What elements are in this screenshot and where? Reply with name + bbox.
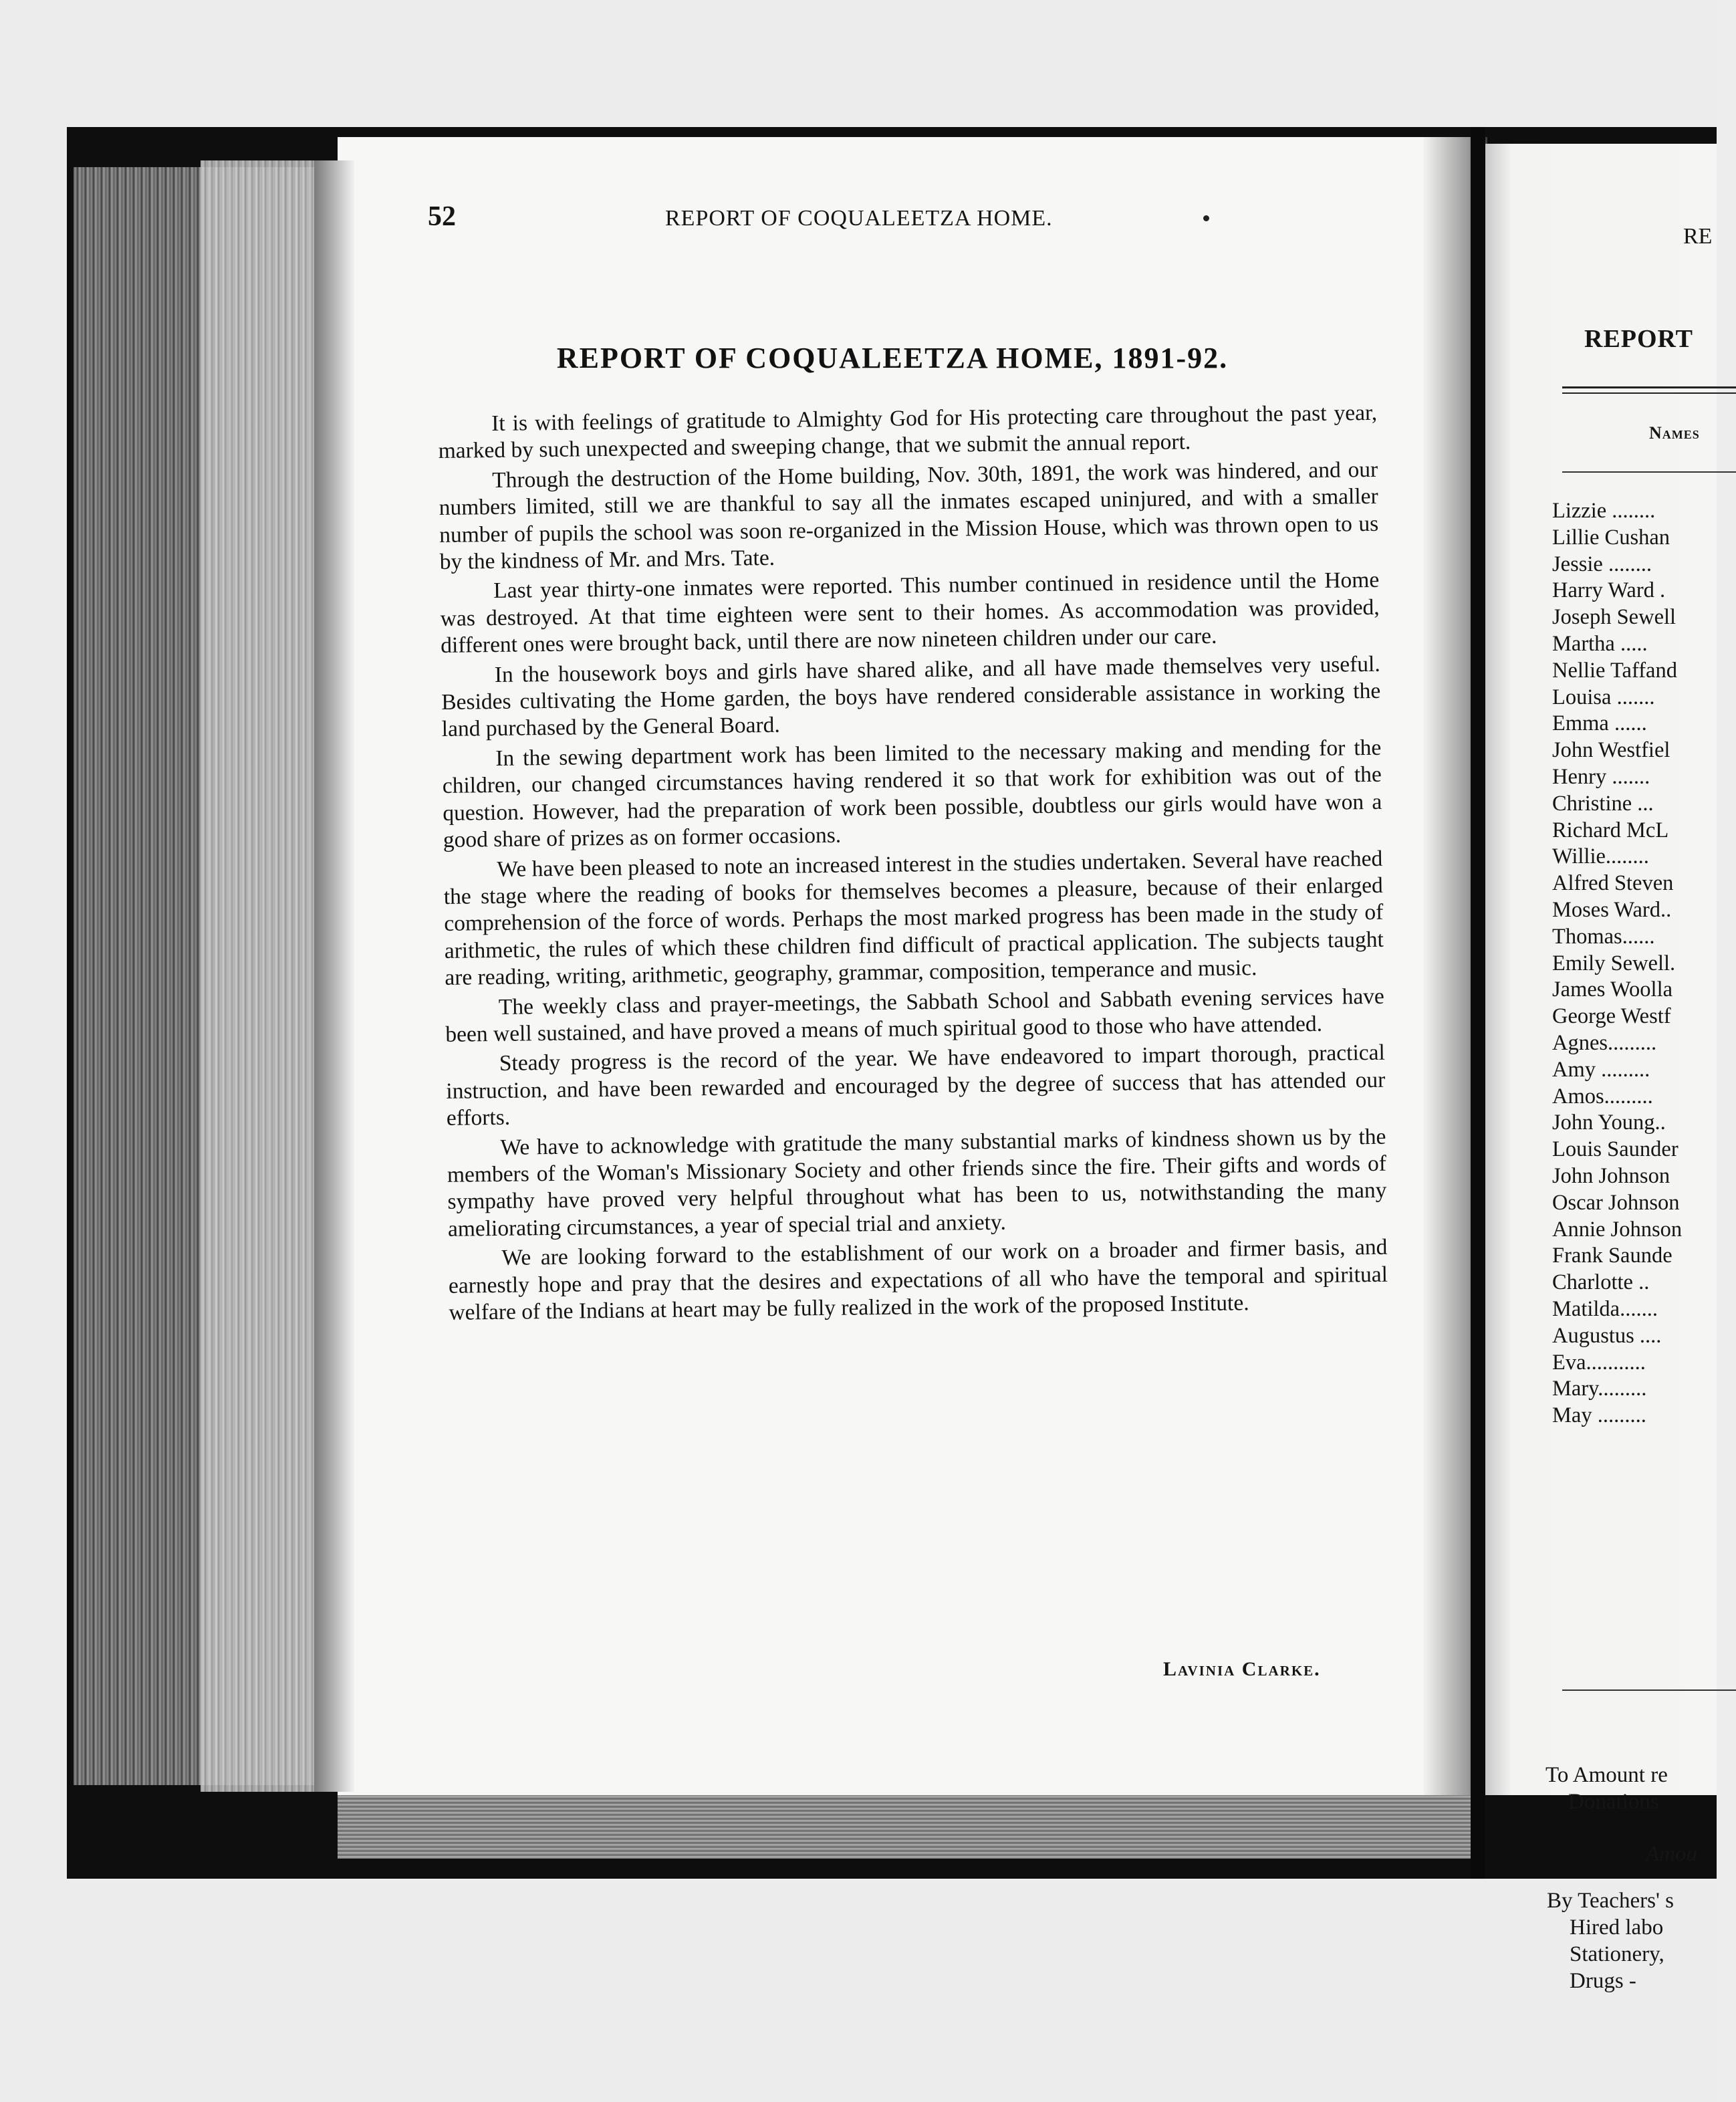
list-item: Henry .......	[1552, 764, 1650, 789]
list-item: Matilda.......	[1552, 1296, 1658, 1321]
page-number: 52	[428, 201, 456, 232]
list-item: Martha .....	[1552, 631, 1648, 656]
list-item: Oscar Johnson	[1552, 1190, 1680, 1215]
list-item: Alfred Steven	[1552, 871, 1674, 896]
running-header	[428, 201, 1384, 241]
list-item: Emma ......	[1552, 711, 1647, 736]
paragraph-6: We have been pleased to note an increased interest in the studies undertaken. Several have reached the stage where the reading of books for themselves becomes a pleasure, because of their enlarged comprehension of the force of words. Perhaps the most marked progress has been made in the study of arithmetic, the rules of which these children find difficult of practical application. The subjects taught are reading, writing, arithmetic, geography, grammar, composition, temperance and music.	[443, 846, 1384, 991]
expenditure-line: By Teachers' s	[1547, 1889, 1674, 1913]
list-item: Louisa .......	[1552, 685, 1655, 709]
list-item: Louis Saunder	[1552, 1137, 1679, 1162]
paragraph-10: We are looking forward to the establishment of our work on a broader and firmer basis, and earnestly hope and pray that the desires and expectations of all who have the temporal and spiritual welfare of the Indians at heart may be fully realized in the work of the proposed Institute.	[448, 1234, 1388, 1325]
list-item: John Young..	[1552, 1111, 1666, 1135]
paragraph-4: In the housework boys and girls have shared alike, and all have made themselves very useful. Besides cultivating the Home garden, the boys have rendered considerable assistance in working the land purchased by the General Board.	[441, 651, 1381, 742]
right-running-head: RE	[1683, 224, 1713, 249]
report-title: REPORT OF COQUALEETZA HOME, 1891-92.	[556, 342, 1229, 374]
names-column-header: Names	[1649, 423, 1700, 443]
list-item: James Woolla	[1552, 977, 1673, 1002]
list-item: Joseph Sewell	[1552, 605, 1677, 630]
paragraph-9: We have to acknowledge with gratitude the many substantial marks of kindness shown us by the members of the Woman's Missionary Society and other friends since the fire. Their gifts and words of sympathy have proved very helpful throughout what has been to us, notwithstanding the many ameliorating circumstances, a year of special trial and anxiety.	[447, 1124, 1387, 1242]
list-item: Amos.........	[1552, 1084, 1653, 1108]
running-title: REPORT OF COQUALEETZA HOME.	[665, 206, 1053, 231]
expenditure-block	[1547, 1887, 1674, 1994]
list-item: Eva...........	[1552, 1350, 1646, 1375]
list-item: Charlotte ..	[1552, 1270, 1650, 1295]
list-item: Augustus ....	[1552, 1323, 1662, 1348]
book-gutter	[1471, 127, 1485, 1879]
rule	[1562, 392, 1736, 394]
list-item: Lizzie ........	[1552, 499, 1656, 523]
right-page	[1485, 144, 1717, 1993]
list-item: Amy .........	[1552, 1057, 1650, 1082]
list-item: Annie Johnson	[1552, 1217, 1683, 1242]
page-edge-shadow	[314, 160, 354, 1792]
list-item: Moses Ward..	[1552, 897, 1672, 922]
names-list	[1552, 498, 1682, 1429]
amount-block	[1545, 1762, 1668, 1815]
list-item: May .........	[1552, 1403, 1646, 1428]
paragraph-1: It is with feelings of gratitude to Almighty God for His protecting care throughout the past year, marked by such unexpected and sweeping change, that we submit the annual report.	[438, 400, 1378, 464]
expenditure-line: Stationery,	[1570, 1942, 1664, 1966]
paragraph-2: Through the destruction of the Home building, Nov. 30th, 1891, the work was hindered, and our numbers limited, still we are thankful to say all the inmates escaped uninjured, and with a smaller number of pupils the school was soon re-organized in the Mission House, which was thrown open to us by the kindness of Mr. and Mrs. Tate.	[439, 457, 1379, 575]
paragraph-7: The weekly class and prayer-meetings, the Sabbath School and Sabbath evening services have been well sustained, and have proved a means of much spiritual good to those who have attended.	[445, 983, 1385, 1047]
amount-italic-heading: Amou	[1646, 1842, 1697, 1866]
paragraph-5: In the sewing department work has been limited to the necessary making and mending for the children, our changed circumstances having rendered it so that work for exhibition was out of the question. However, had the preparation of work been possible, doubtless our girls would have won a good share of prizes as on former occasions.	[442, 735, 1382, 853]
list-item: John Johnson	[1552, 1163, 1670, 1188]
report-body	[438, 400, 1388, 1329]
list-item: Jessie ........	[1552, 552, 1652, 576]
list-item: Lillie Cushan	[1552, 525, 1670, 550]
list-item: George Westf	[1552, 1004, 1671, 1029]
book-bottom-edge	[338, 1795, 1474, 1859]
ink-dot	[1203, 215, 1209, 221]
rule	[1562, 471, 1736, 473]
expenditure-line: Hired labo	[1570, 1915, 1664, 1940]
list-item: Willie........	[1552, 844, 1649, 869]
list-item: Frank Saunde	[1552, 1244, 1672, 1268]
list-item: Agnes.........	[1552, 1030, 1657, 1055]
list-item: Harry Ward .	[1552, 578, 1666, 603]
amount-line: Donations	[1568, 1790, 1659, 1814]
expenditure-line: Drugs -	[1570, 1969, 1636, 1993]
rule	[1562, 386, 1736, 388]
signature: Lavinia Clarke.	[1163, 1658, 1321, 1680]
amount-line: To Amount re	[1545, 1763, 1668, 1787]
list-item: Richard McL	[1552, 818, 1669, 842]
list-item: Emily Sewell.	[1552, 951, 1676, 975]
right-heading: REPORT	[1584, 325, 1694, 353]
list-item: John Westfiel	[1552, 738, 1670, 763]
list-item: Christine ...	[1552, 791, 1654, 816]
list-item: Thomas......	[1552, 924, 1655, 949]
paragraph-3: Last year thirty-one inmates were reported. This number continued in residence until the Home was destroyed. At that time eighteen were sent to their homes. As accommodation was provided, different ones were brought back, until there are now nineteen children under our care.	[440, 568, 1380, 659]
list-item: Mary.........	[1552, 1377, 1647, 1401]
paragraph-8: Steady progress is the record of the year. We have endeavored to impart thorough, practical instruction, and have been rewarded and encouraged by the degree of success that has attended our efforts.	[446, 1040, 1386, 1131]
list-item: Nellie Taffand	[1552, 658, 1677, 683]
rule	[1562, 1689, 1736, 1691]
